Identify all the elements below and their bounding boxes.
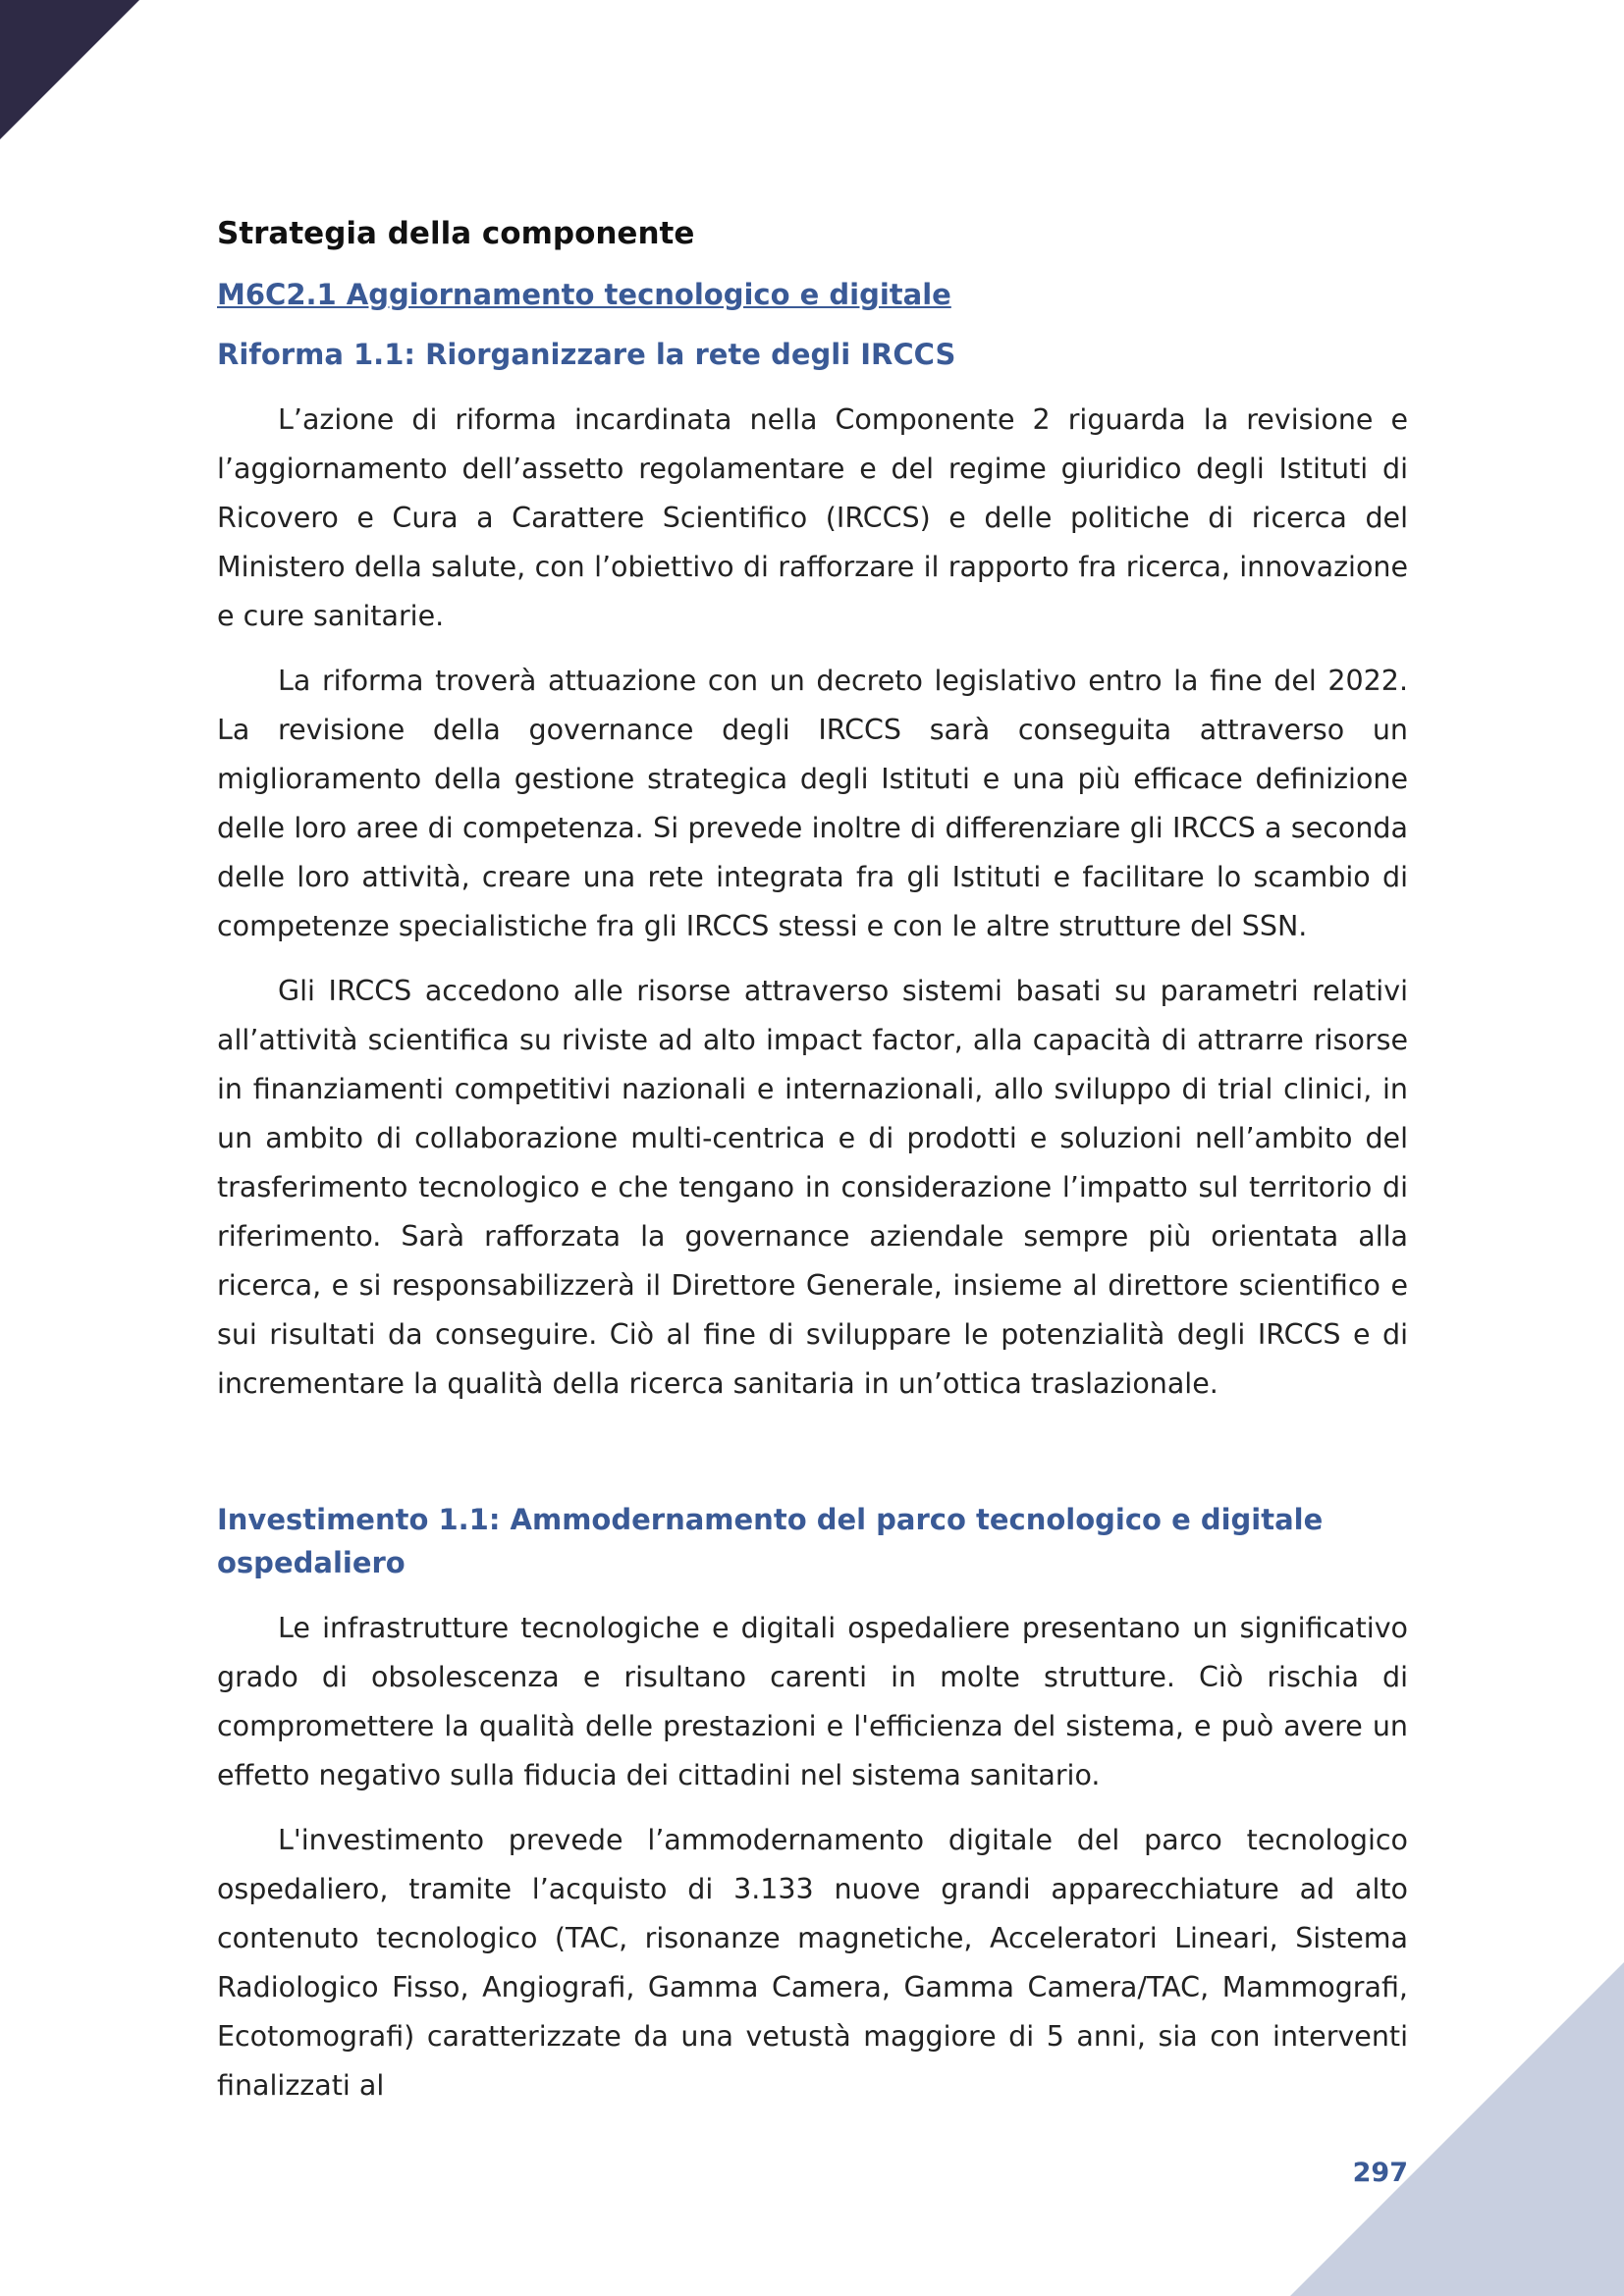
- reform-title: Riforma 1.1: Riorganizzare la rete degli IRCCS: [217, 337, 956, 371]
- reform-paragraph: La riforma troverà attuazione con un decreto legislativo entro la fine del 2022. La revisione della governance degli IRCCS sarà conseguita attraverso un miglioramento della gestione strategica degli Istituti e una più efficace definizione delle loro aree di competenza. Si prevede inoltre di differenziare gli IRCCS a seconda delle loro attività, creare una rete integrata fra gli Istituti e facilitare lo scambio di competenze specialistiche fra gli IRCCS stessi e con le altre strutture del SSN.: [217, 665, 1408, 943]
- corner-decoration-top-left: [0, 0, 139, 139]
- investment-paragraph: L'investimento prevede l’ammodernamento digitale del parco tecnologico ospedaliero, tramite l’acquisto di 3.133 nuove grandi apparecchiature ad alto contenuto tecnologico (TAC, risonanze magnetiche, Acceleratori Lineari, Sistema Radiologico Fisso, Angiografi, Gamma Camera, Gamma Camera/TAC, Mammografi, Ecotomografi) caratterizzate da una vetustà maggiore di 5 anni, sia con interventi finalizzati al: [217, 1824, 1408, 2103]
- page-number: 297: [1352, 2158, 1408, 2188]
- investment-title: Investimento 1.1: Ammodernamento del parco tecnologico e digitale ospedaliero: [217, 1503, 1324, 1579]
- section-title: Strategia della componente: [217, 216, 695, 251]
- component-title-link[interactable]: M6C2.1 Aggiornamento tecnologico e digitale: [217, 278, 951, 312]
- reform-paragraph: L’azione di riforma incardinata nella Componente 2 riguarda la revisione e l’aggiornamento dell’assetto regolamentare e del regime giuridico degli Istituti di Ricovero e Cura a Carattere Scientifico (IRCCS) e delle politiche di ricerca del Ministero della salute, con l’obiettivo di rafforzare il rapporto fra ricerca, innovazione e cure sanitarie.: [217, 403, 1408, 633]
- page-content: [217, 216, 1408, 2126]
- reform-paragraph: Gli IRCCS accedono alle risorse attraverso sistemi basati su parametri relativi all’attività scientifica su riviste ad alto impact factor, alla capacità di attrarre risorse in finanziamenti competitivi nazionali e internazionali, allo sviluppo di trial clinici, in un ambito di collaborazione multi-centrica e di prodotti e soluzioni nell’ambito del trasferimento tecnologico e che tengano in considerazione l’impatto sul territorio di riferimento. Sarà rafforzata la governance aziendale sempre più orientata alla ricerca, e si responsabilizzerà il Direttore Generale, insieme al direttore scientifico e sui risultati da conseguire. Ciò al fine di sviluppare le potenzialità degli IRCCS e di incrementare la qualità della ricerca sanitaria in un’ottica traslazionale.: [217, 975, 1408, 1401]
- investment-paragraph: Le infrastrutture tecnologiche e digitali ospedaliere presentano un significativo grado di obsolescenza e risultano carenti in molte strutture. Ciò rischia di compromettere la qualità delle prestazioni e l'efficienza del sistema, e può avere un effetto negativo sulla fiducia dei cittadini nel sistema sanitario.: [217, 1612, 1408, 1792]
